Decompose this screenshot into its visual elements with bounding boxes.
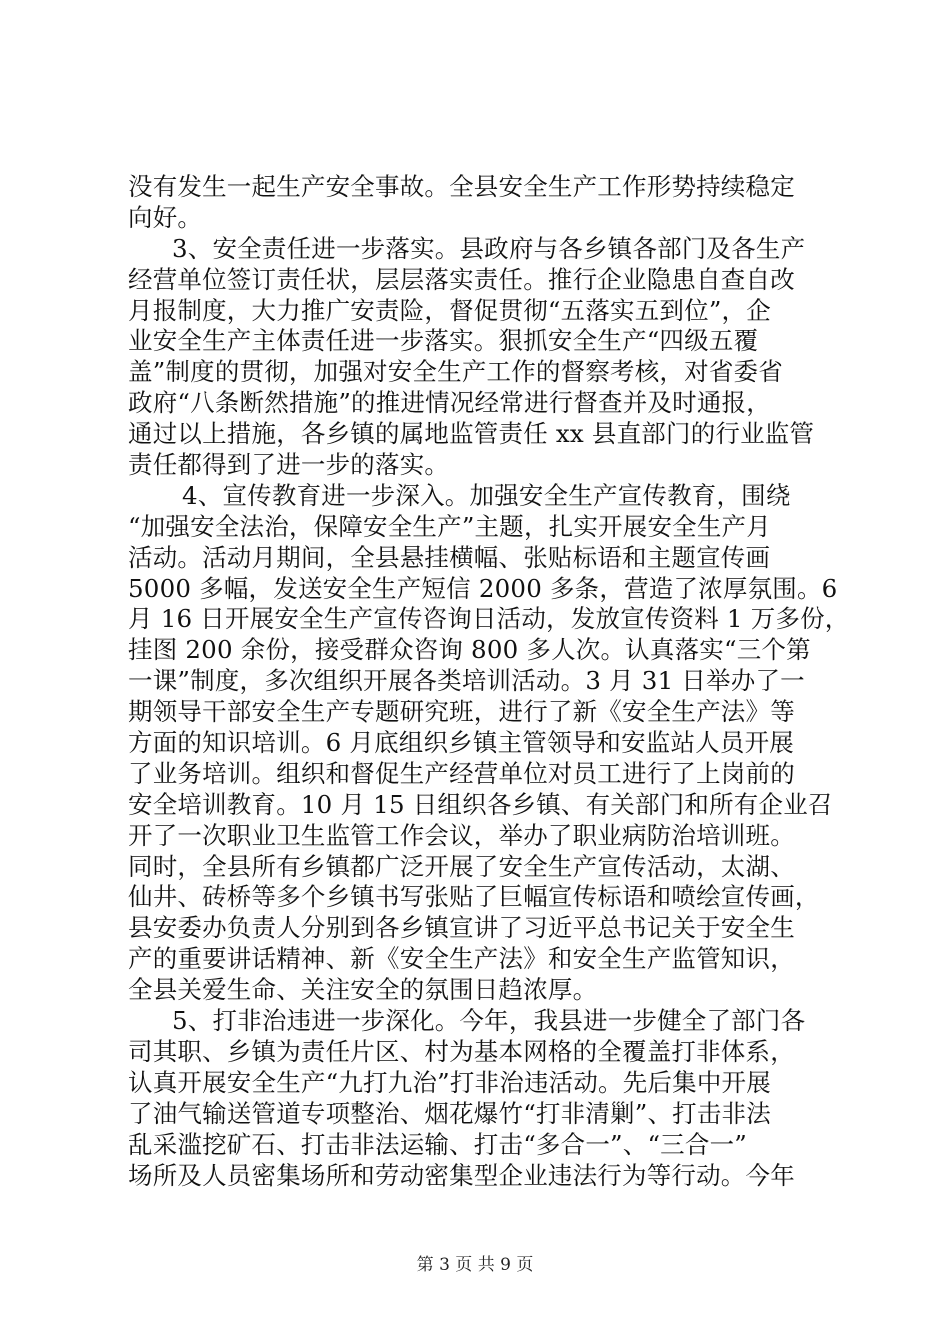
- text-line: 了油气输送管道专项整治、烟花爆竹“打非清剿”、打击非法: [128, 1098, 771, 1128]
- text-line: 盖”制度的贯彻，加强对安全生产工作的督察考核，对省委省: [128, 357, 783, 387]
- text-line: 产的重要讲话精神、新《安全生产法》和安全生产监管知识，: [128, 944, 795, 974]
- text-line: 一课”制度，多次组织开展各类培训活动。3 月 31 日举办了一: [128, 666, 805, 696]
- text-line: 没有发生一起生产安全事故。全县安全生产工作形势持续稳定: [128, 172, 795, 201]
- text-line: 政府“八条断然措施”的推进情况经常进行督查并及时通报，: [128, 388, 771, 418]
- text-line: 月 16 日开展安全生产宣传咨询日活动，发放宣传资料 1 万多份，: [128, 604, 850, 634]
- text-line: 全县关爱生命、关注安全的氛围日趋浓厚。: [128, 975, 598, 1005]
- text-line: 向好。: [128, 202, 203, 232]
- paragraph-start-line: 5、打非治违进一步深化。今年，我县进一步健全了部门各: [172, 1006, 806, 1036]
- text-line: 认真开展安全生产“九打九治”打非治违活动。先后集中开展: [128, 1067, 771, 1097]
- paragraph-start-line: 4、宣传教育进一步深入。加强安全生产宣传教育，围绕: [182, 480, 791, 510]
- text-line: 开了一次职业卫生监管工作会议，举办了职业病防治培训班。: [128, 820, 795, 850]
- body-text: [128, 172, 850, 1191]
- page-number-footer: 第 3 页 共 9 页: [416, 1255, 534, 1275]
- text-line: 了业务培训。组织和督促生产经营单位对员工进行了上岗前的: [128, 758, 795, 788]
- text-line: 责任都得到了进一步的落实。: [128, 450, 450, 480]
- text-line: 仙井、砖桥等多个乡镇书写张贴了巨幅宣传标语和喷绘宣传画，: [128, 882, 820, 912]
- text-line: 期领导干部安全生产专题研究班，进行了新《安全生产法》等: [128, 697, 795, 727]
- text-line: 县安委办负责人分别到各乡镇宣讲了习近平总书记关于安全生: [128, 913, 795, 943]
- text-line: 业安全生产主体责任进一步落实。狠抓安全生产“四级五覆: [128, 326, 759, 356]
- text-line: 场所及人员密集场所和劳动密集型企业违法行为等行动。今年: [128, 1160, 795, 1190]
- text-line: 通过以上措施，各乡镇的属地监管责任 xx 县直部门的行业监管: [128, 419, 815, 449]
- text-line: 乱采滥挖矿石、打击非法运输、打击“多合一”、“三合一”: [128, 1129, 747, 1159]
- text-line: 月报制度，大力推广安责险，督促贯彻“五落实五到位”，企: [128, 295, 771, 325]
- text-line: 挂图 200 余份，接受群众咨询 800 多人次。认真落实“三个第: [128, 635, 811, 665]
- text-line: 方面的知识培训。6 月底组织乡镇主管领导和安监站人员开展: [128, 728, 794, 758]
- text-line: 5000 多幅，发送安全生产短信 2000 多条，营造了浓厚氛围。6: [128, 573, 838, 603]
- text-line: 经营单位签订责任状，层层落实责任。推行企业隐患自查自改: [128, 264, 795, 294]
- text-line: 司其职、乡镇为责任片区、村为基本网格的全覆盖打非体系，: [128, 1036, 795, 1066]
- text-line: 同时，全县所有乡镇都广泛开展了安全生产宣传活动，太湖、: [128, 851, 795, 881]
- text-line: 活动。活动月期间，全县悬挂横幅、张贴标语和主题宣传画: [128, 542, 771, 572]
- text-line: 安全培训教育。10 月 15 日组织各乡镇、有关部门和所有企业召: [128, 789, 833, 819]
- paragraph-start-line: 3、安全责任进一步落实。县政府与各乡镇各部门及各生产: [172, 233, 806, 263]
- text-line: “加强安全法治，保障安全生产”主题，扎实开展安全生产月: [128, 511, 771, 541]
